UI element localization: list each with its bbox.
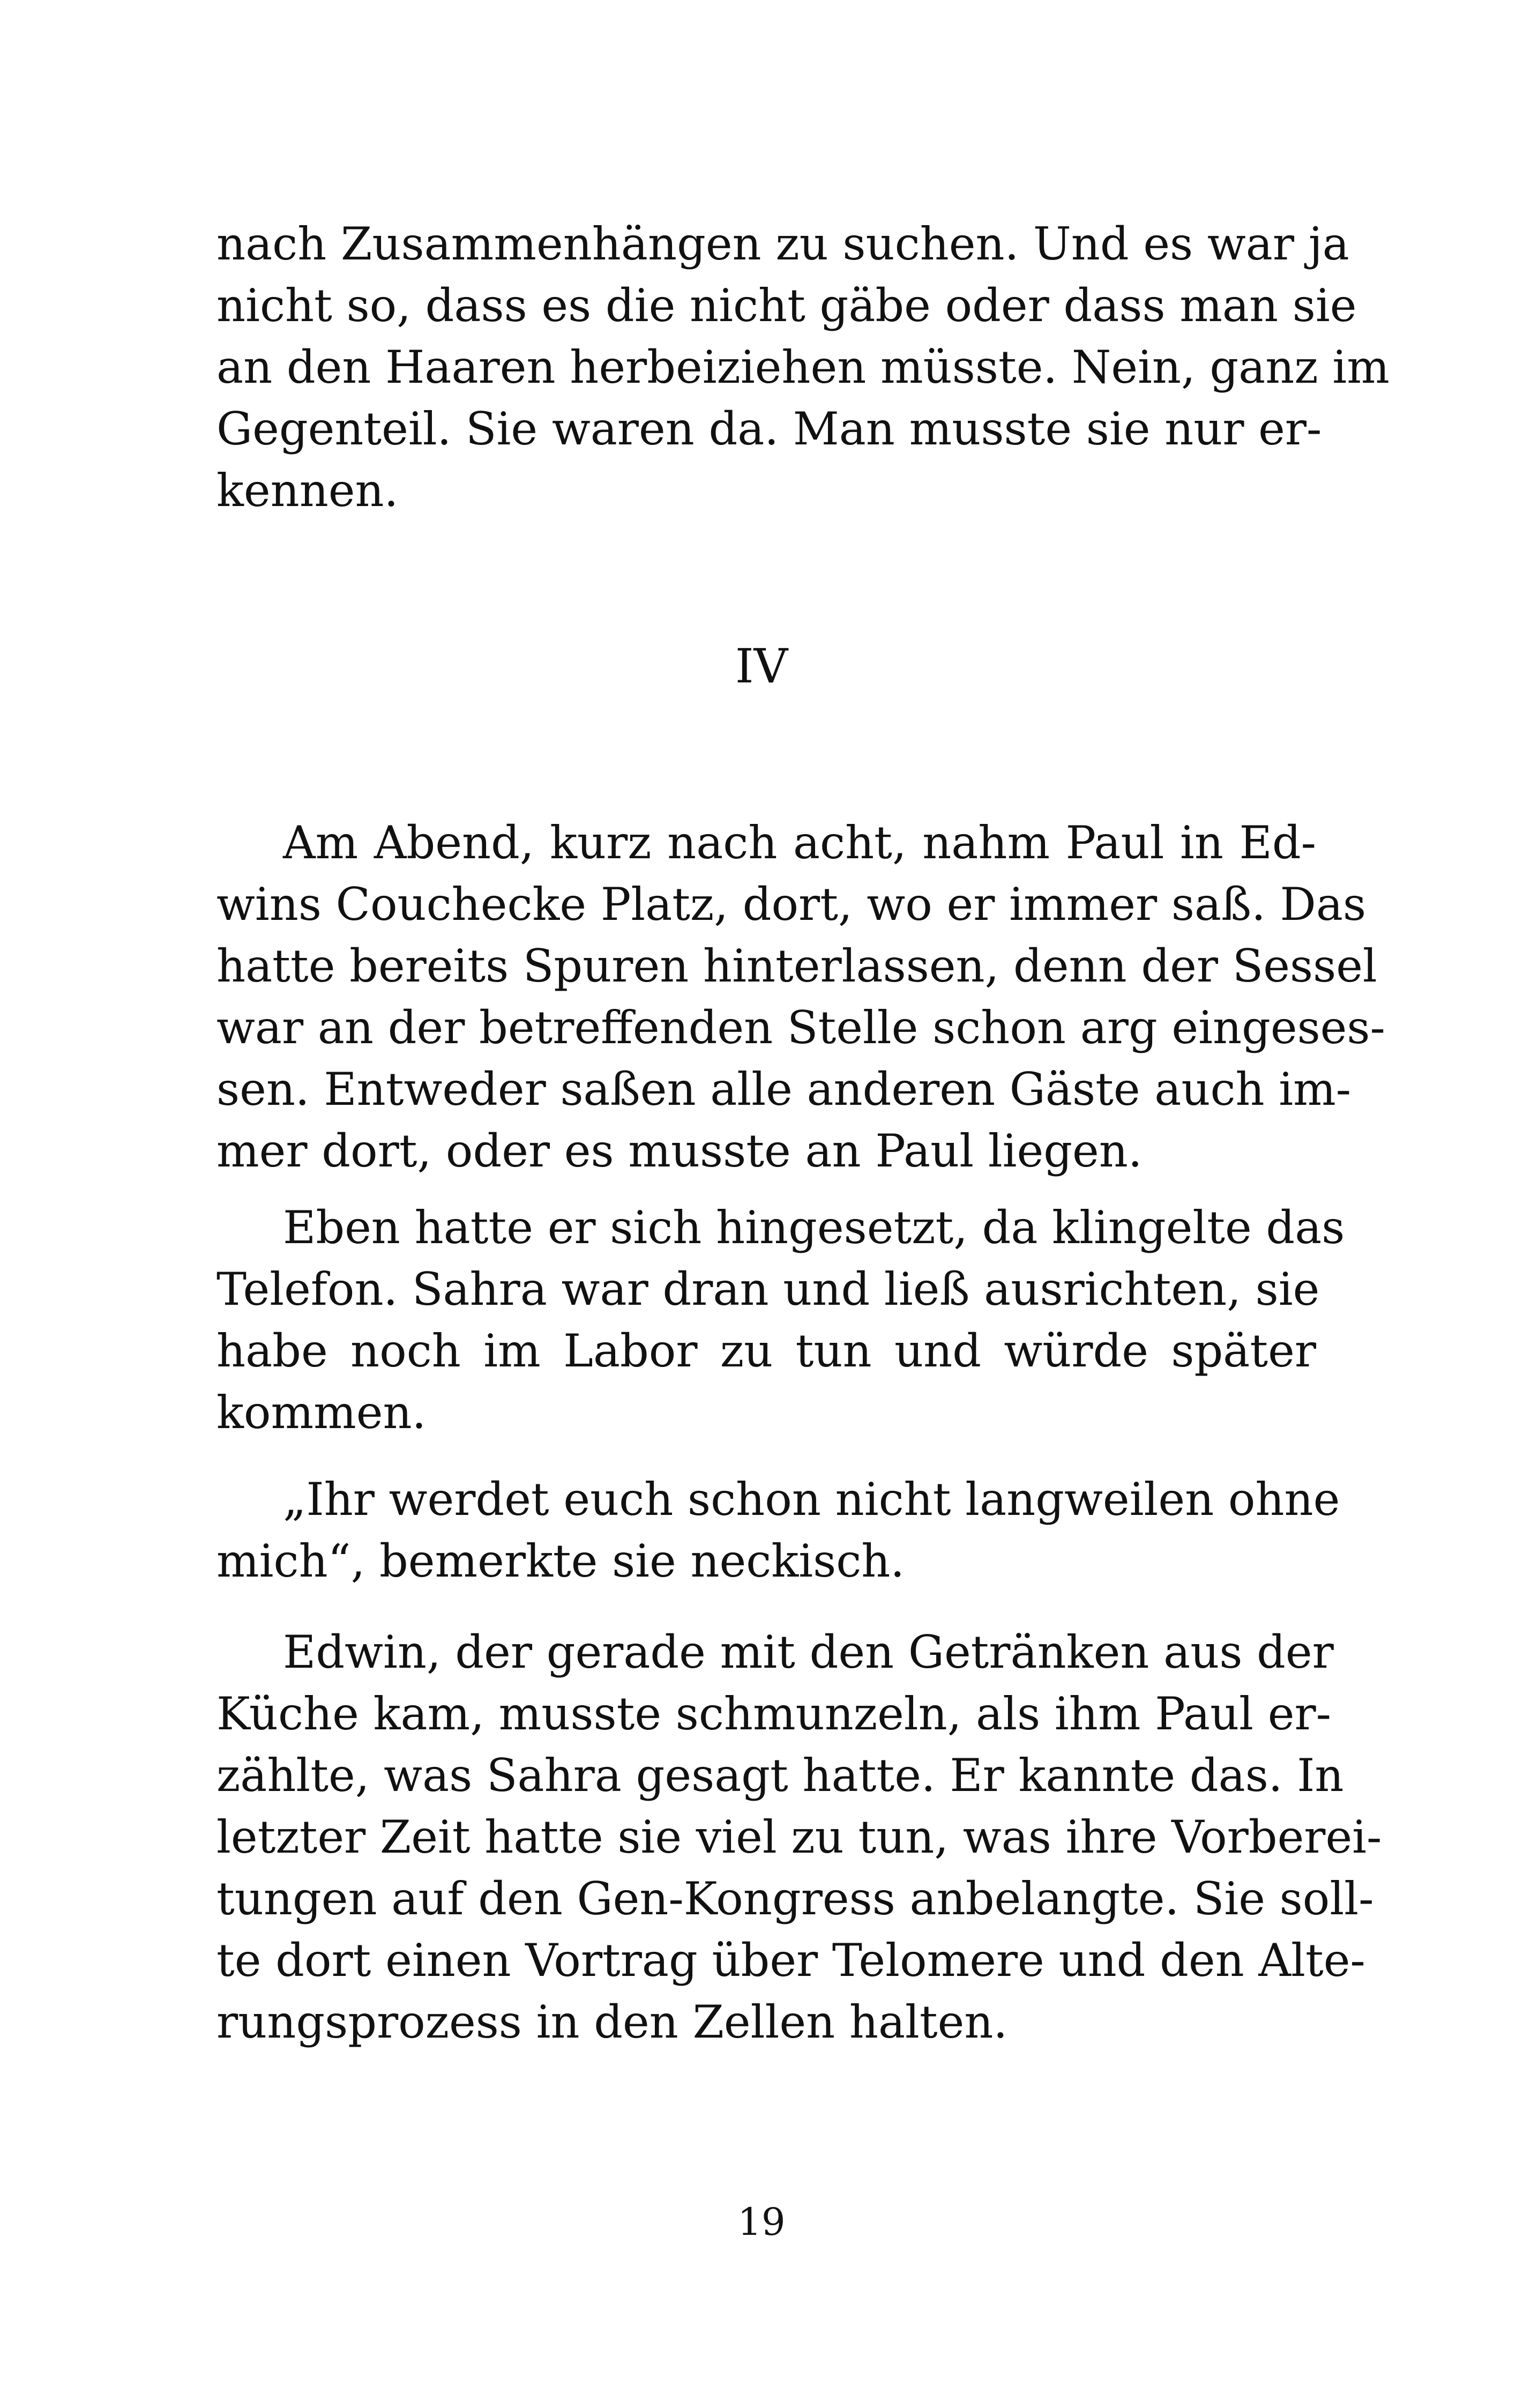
text-line: habe noch im Labor zu tun und würde später [216, 1325, 1316, 1377]
text-line: rungsprozess in den Zellen halten. [216, 1996, 1008, 2048]
page-number: 19 [737, 2200, 786, 2244]
text-line: war an der betreffenden Stelle schon arg eingeses- [216, 1001, 1385, 1054]
opening-paragraph [216, 213, 1390, 522]
text-line: mer dort, oder es musste an Paul liegen. [216, 1125, 1143, 1177]
text-line: kennen. [216, 464, 399, 517]
text-line: zählte, was Sahra gesagt hatte. Er kannte das. In [216, 1749, 1344, 1802]
text-line: Gegenteil. Sie waren da. Man musste sie nur er- [216, 403, 1322, 455]
text-line: wins Couchecke Platz, dort, wo er immer saß. Das [216, 878, 1367, 931]
text-line: nach Zusammenhängen zu suchen. Und es war ja [216, 218, 1349, 270]
text-line: te dort einen Vortrag über Telomere und den Alte- [216, 1934, 1365, 1987]
chapter-heading: IV [735, 638, 788, 694]
paragraph [216, 812, 1385, 1182]
text-line: nicht so, dass es die nicht gäbe oder dass man sie [216, 279, 1357, 332]
text-line: mich“, bemerkte sie neckisch. [216, 1535, 905, 1587]
text-line: Am Abend, kurz nach acht, nahm Paul in Ed- [283, 816, 1316, 869]
text-line: hatte bereits Spuren hinterlassen, denn der Sessel [216, 940, 1377, 992]
paragraph [216, 1469, 1340, 1592]
text-line: tungen auf den Gen-Kongress anbelangte. Sie soll- [216, 1872, 1374, 1925]
text-line: kommen. [216, 1386, 427, 1439]
paragraph [216, 1197, 1345, 1444]
paragraph [216, 1622, 1382, 2053]
text-line: Telefon. Sahra war dran und ließ ausrichten, sie [216, 1263, 1320, 1316]
text-line: Küche kam, musste schmunzeln, als ihm Paul er- [216, 1688, 1331, 1740]
text-line: Eben hatte er sich hingesetzt, da klingelte das [283, 1201, 1345, 1254]
text-line: „Ihr werdet euch schon nicht langweilen ohne [283, 1473, 1340, 1526]
text-line: letzter Zeit hatte sie viel zu tun, was ihre Vorberei- [216, 1811, 1382, 1863]
text-line: sen. Entweder saßen alle anderen Gäste auch im- [216, 1063, 1352, 1116]
text-line: Edwin, der gerade mit den Getränken aus der [283, 1626, 1334, 1678]
text-line: an den Haaren herbeiziehen müsste. Nein, ganz im [216, 341, 1390, 393]
